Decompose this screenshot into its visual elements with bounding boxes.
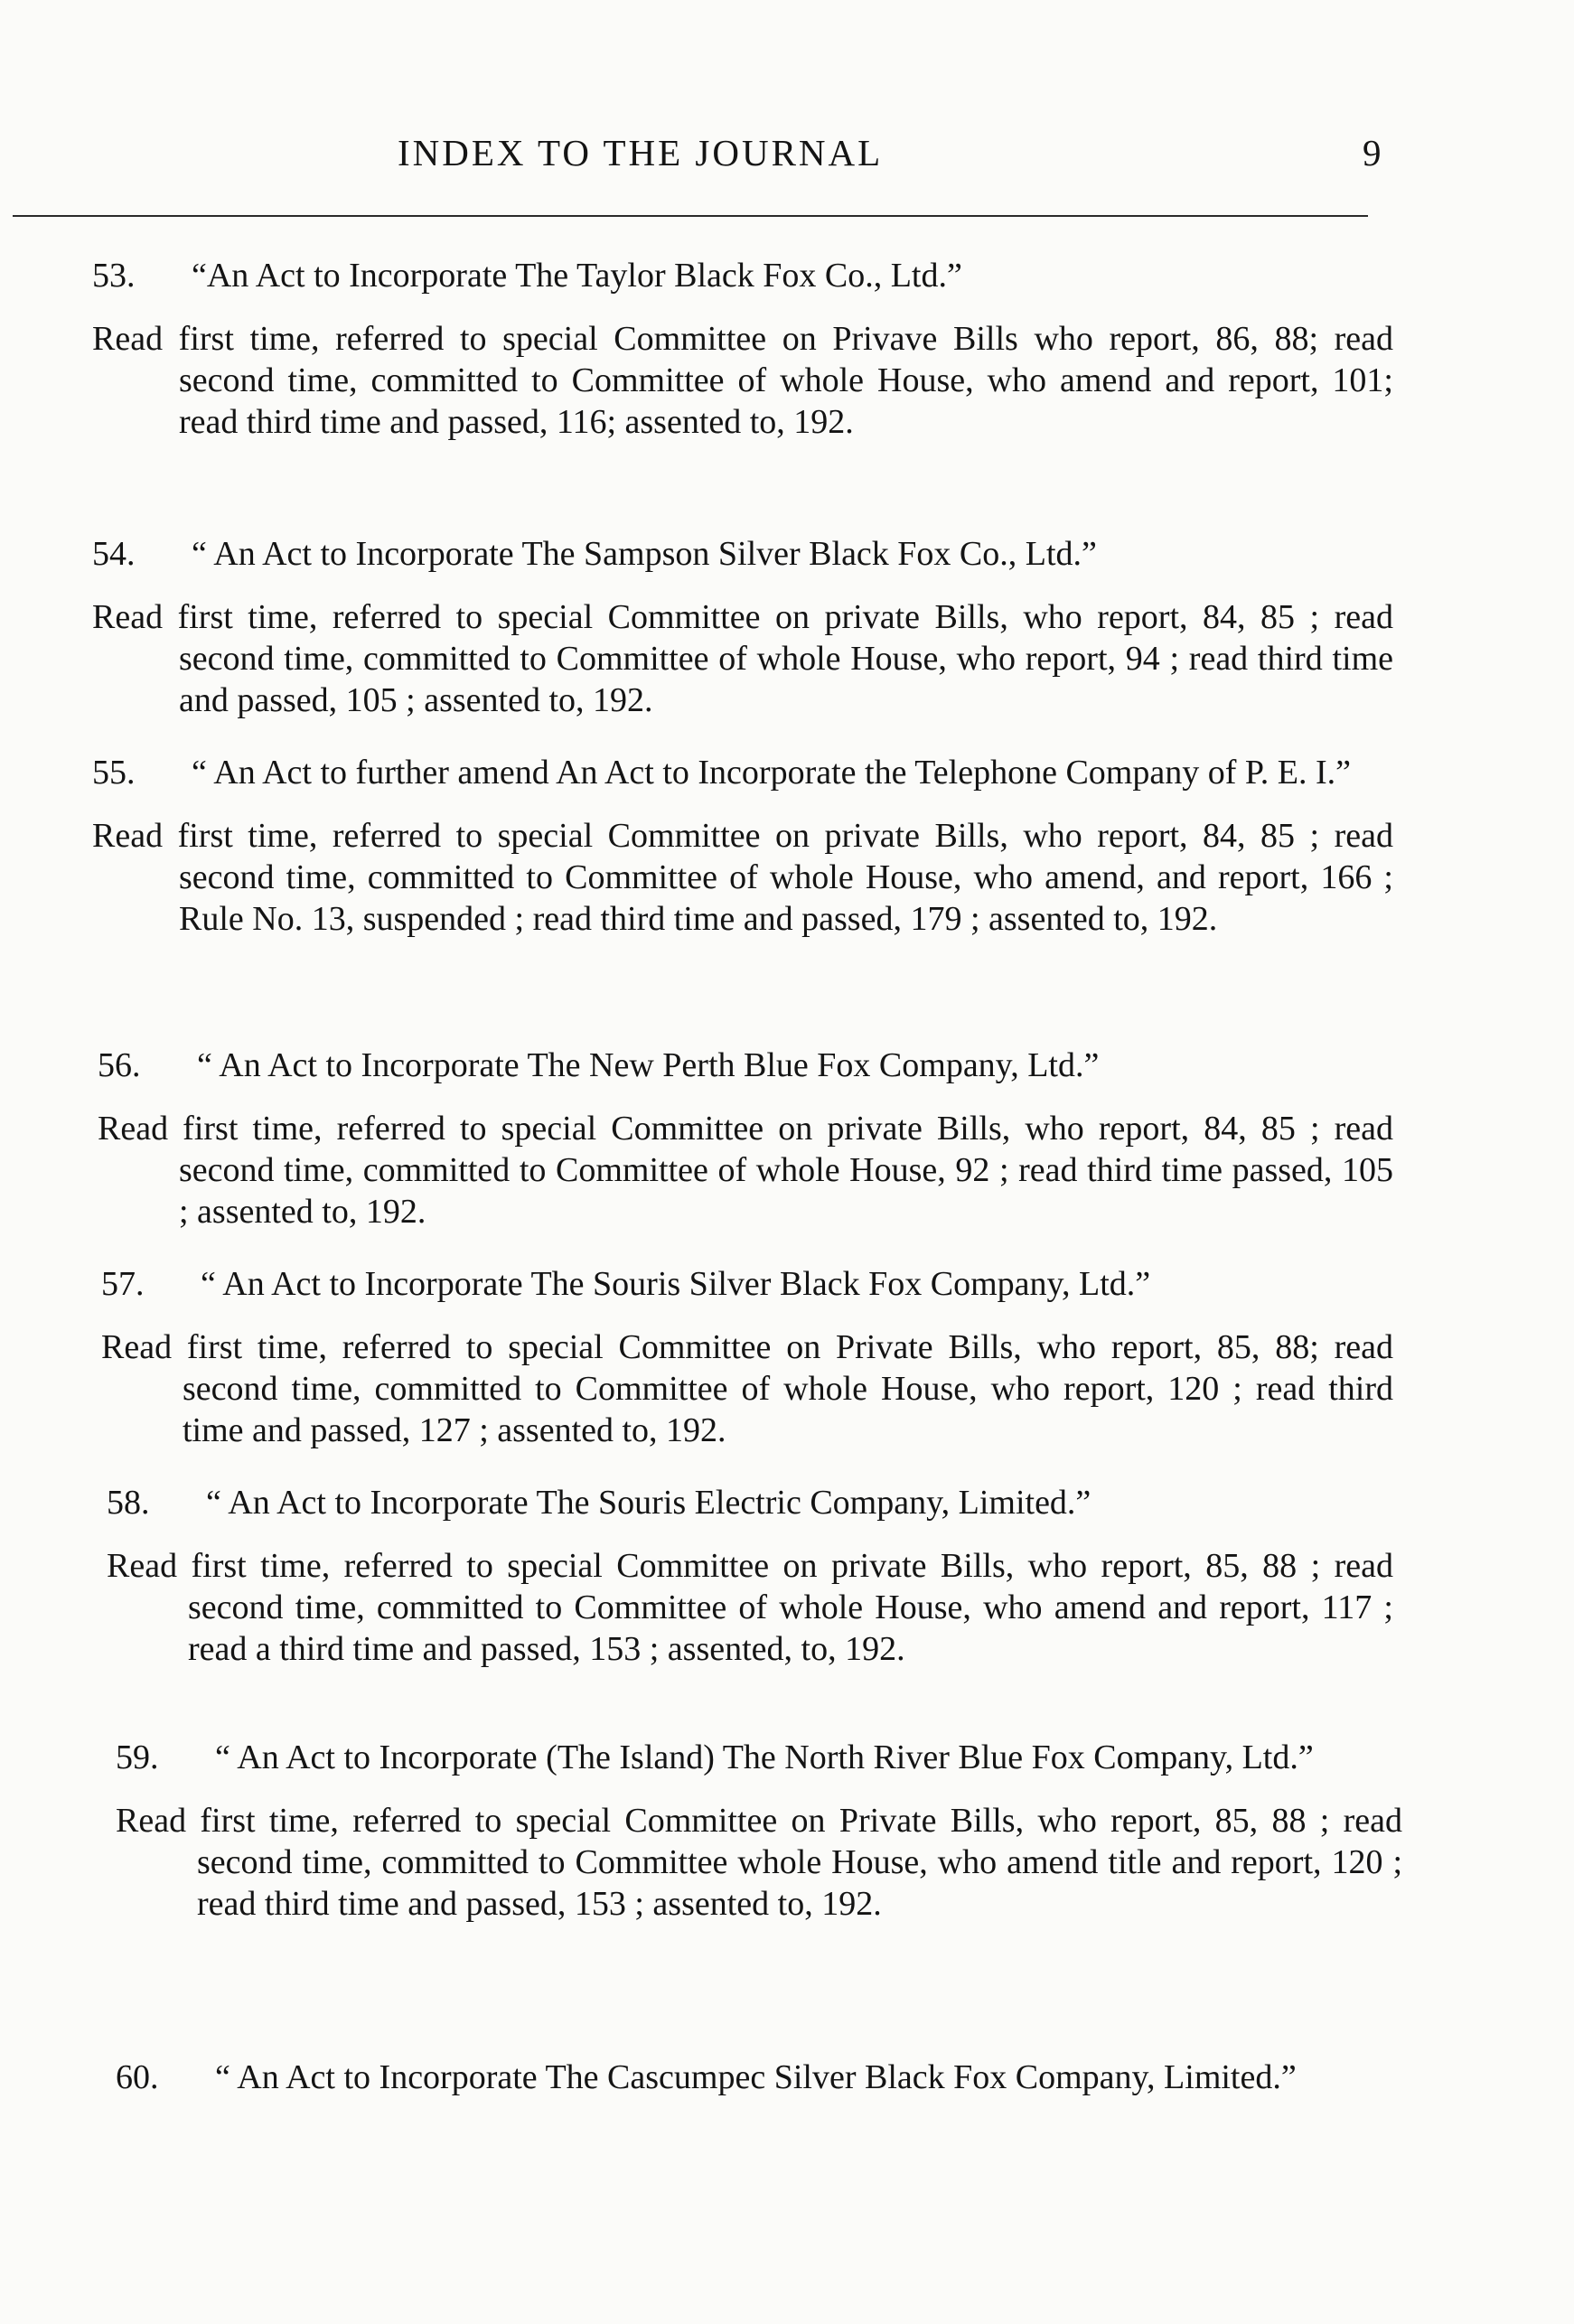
entry-title: “ An Act to Incorporate (The Island) The North River Blue Fox Company, Ltd.” <box>215 1738 1314 1776</box>
entry-title: “ An Act to Incorporate The Cascumpec Silver Black Fox Company, Limited.” <box>215 2058 1297 2096</box>
entry-title-line <box>116 2057 1402 2098</box>
entry-body: Read first time, referred to special Committee on Private Bills, who report, 85, 88 ; read second time, committed to Committee whole House, who amend title and report, 120 ; read third time and passed, 153 ; assented to, 192. <box>116 1802 1402 1923</box>
entry-number: 54. <box>92 535 136 573</box>
entry-body: Read first time, referred to special Committee on private Bills, who report, 85, 88 ; read second time, committed to Committee of whole House, who amend and report, 117 ; read a third time and passed, 153 ; assented, to, 192. <box>107 1547 1393 1668</box>
entry-body: Read first time, referred to special Committee on private Bills, who report, 84, 85 ; read second time, committed to Committee of whole House, 92 ; read third time passed, 105 ; assented to, 192. <box>98 1110 1393 1231</box>
entry-title: “ An Act to Incorporate The New Perth Blue Fox Company, Ltd.” <box>197 1046 1100 1084</box>
entry-body: Read first time, referred to special Committee on Privave Bills who report, 86, 88; read second time, committed to Committee of whole House, who amend and report, 101; read third time and passed, 116; assented to, 192. <box>92 320 1393 441</box>
index-entry-54 <box>92 533 1393 721</box>
entry-title-line <box>92 533 1393 575</box>
entry-title-line <box>98 1045 1393 1086</box>
entry-number: 58. <box>107 1484 150 1522</box>
entry-title-line <box>116 1737 1402 1778</box>
entry-title: “ An Act to Incorporate The Souris Electric Company, Limited.” <box>206 1484 1091 1522</box>
entry-number: 57. <box>101 1265 145 1303</box>
running-head <box>0 131 1574 185</box>
entry-title-line <box>92 752 1393 793</box>
index-entry-59 <box>116 1737 1402 1925</box>
entry-number: 56. <box>98 1046 141 1084</box>
page-number: 9 <box>1363 132 1382 173</box>
entry-number: 55. <box>92 754 136 792</box>
index-entry-57 <box>101 1263 1393 1451</box>
index-entry-60 <box>116 2057 1402 2098</box>
index-entry-56 <box>98 1045 1393 1232</box>
entry-title-line <box>92 255 1393 296</box>
entry-title: “ An Act to further amend An Act to Incorporate the Telephone Company of P. E. I.” <box>192 754 1352 792</box>
entry-title: “An Act to Incorporate The Taylor Black Fox Co., Ltd.” <box>192 257 962 295</box>
entry-body: Read first time, referred to special Committee on private Bills, who report, 84, 85 ; read second time, committed to Committee of whole House, who amend, and report, 166 ; Rule No. 13, suspended ; read third time and passed, 179 ; assented to, 192. <box>92 817 1393 938</box>
entry-body: Read first time, referred to special Committee on Private Bills, who report, 85, 88; read second time, committed to Committee of whole House, who report, 120 ; read third time and passed, 127 ; assented to, 192. <box>101 1328 1393 1449</box>
entry-title-line <box>107 1482 1393 1523</box>
index-entry-53 <box>92 255 1393 443</box>
entry-body: Read first time, referred to special Committee on private Bills, who report, 84, 85 ; read second time, committed to Committee of whole House, who report, 94 ; read third time and passed, 105 ; assented to, 192. <box>92 598 1393 719</box>
entry-number: 59. <box>116 1738 159 1776</box>
entry-title: “ An Act to Incorporate The Souris Silver Black Fox Company, Ltd.” <box>201 1265 1151 1303</box>
header-rule <box>13 215 1368 217</box>
page-title: INDEX TO THE JOURNAL <box>398 132 884 173</box>
index-entry-55 <box>92 752 1393 940</box>
entry-number: 60. <box>116 2058 159 2096</box>
entry-number: 53. <box>92 257 136 295</box>
entry-title-line <box>101 1263 1393 1305</box>
entry-title: “ An Act to Incorporate The Sampson Silver Black Fox Co., Ltd.” <box>192 535 1097 573</box>
index-entry-58 <box>107 1482 1393 1670</box>
